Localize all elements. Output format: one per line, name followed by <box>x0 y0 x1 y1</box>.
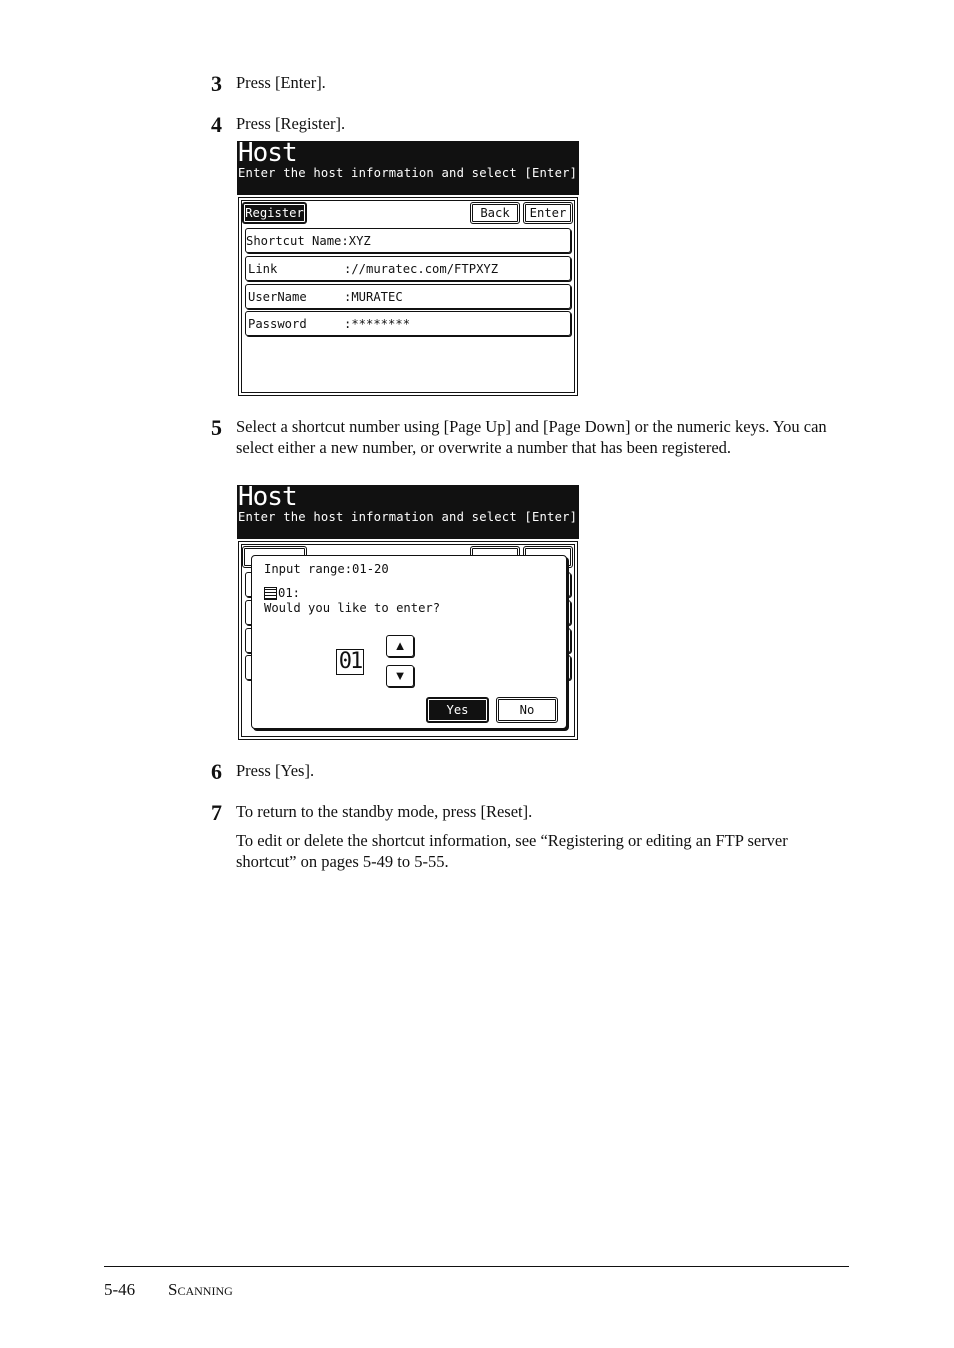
page-up-button[interactable] <box>386 635 414 657</box>
entry-line <box>264 586 300 600</box>
step-3-number: 3 <box>211 71 222 96</box>
page-number: 5-46 <box>104 1280 136 1299</box>
shortcut-icon <box>264 587 277 600</box>
screen-body <box>238 197 578 396</box>
shortcut-name-field[interactable] <box>245 228 571 253</box>
step-3-text: Press [Enter]. <box>236 73 326 92</box>
screen-header <box>237 482 579 539</box>
screen-header <box>237 138 579 195</box>
field-label: Link <box>248 261 278 276</box>
step-4-number: 4 <box>211 112 222 137</box>
register-button[interactable]: Register <box>242 202 307 224</box>
step-5-text: Select a shortcut number using [Page Up] and [Page Down] or the numeric keys. You can select either a new number, or overwrite a number that has been registered. <box>236 417 827 457</box>
field-label: Password <box>248 316 307 331</box>
arrow-down-icon: ▼ <box>393 668 407 683</box>
field-value: :MURATEC <box>344 289 403 304</box>
password-field[interactable] <box>245 311 571 336</box>
shortcut-number-display: 01 <box>336 649 364 675</box>
username-field[interactable] <box>245 284 571 309</box>
back-button[interactable]: Back <box>470 202 520 224</box>
field-value: ://muratec.com/FTPXYZ <box>344 261 499 276</box>
field-value: XYZ <box>348 233 371 248</box>
host-register-screen <box>237 138 579 397</box>
edit-note-text: To edit or delete the shortcut information, see “Registering or editing an FTP server shortcut” on pages 5-49 to 5-55. <box>236 831 788 871</box>
screen-subtitle: Enter the host information and select [Enter] <box>238 166 578 180</box>
enter-button[interactable]: Enter <box>523 202 573 224</box>
section-name: Scanning <box>168 1280 233 1299</box>
step-5-number: 5 <box>211 415 222 440</box>
input-range-text: Input range:01-20 <box>264 562 389 576</box>
screen-subtitle: Enter the host information and select [Enter] <box>238 510 578 524</box>
field-label: Shortcut Name: <box>246 233 349 248</box>
field-label: UserName <box>248 289 307 304</box>
screen-title: Host <box>238 138 297 168</box>
step-4-text: Press [Register]. <box>236 114 346 133</box>
step-7-text: To return to the standby mode, press [Reset]. <box>236 802 533 821</box>
yes-button[interactable]: Yes <box>426 697 489 723</box>
footer-divider <box>104 1266 849 1267</box>
field-value: :******** <box>344 316 411 331</box>
step-6-text: Press [Yes]. <box>236 761 315 780</box>
host-number-screen <box>237 482 579 741</box>
screen-title: Host <box>238 482 297 512</box>
screen-body <box>238 541 578 740</box>
page-down-button[interactable] <box>386 665 414 687</box>
arrow-up-icon: ▲ <box>393 638 407 653</box>
link-field[interactable] <box>245 256 571 281</box>
question-text: Would you like to enter? <box>264 601 441 615</box>
step-6-number: 6 <box>211 759 222 784</box>
no-button[interactable]: No <box>496 697 558 723</box>
step-7-number: 7 <box>211 800 222 825</box>
entry-number: 01: <box>278 586 301 600</box>
shortcut-number-dialog <box>251 555 567 729</box>
